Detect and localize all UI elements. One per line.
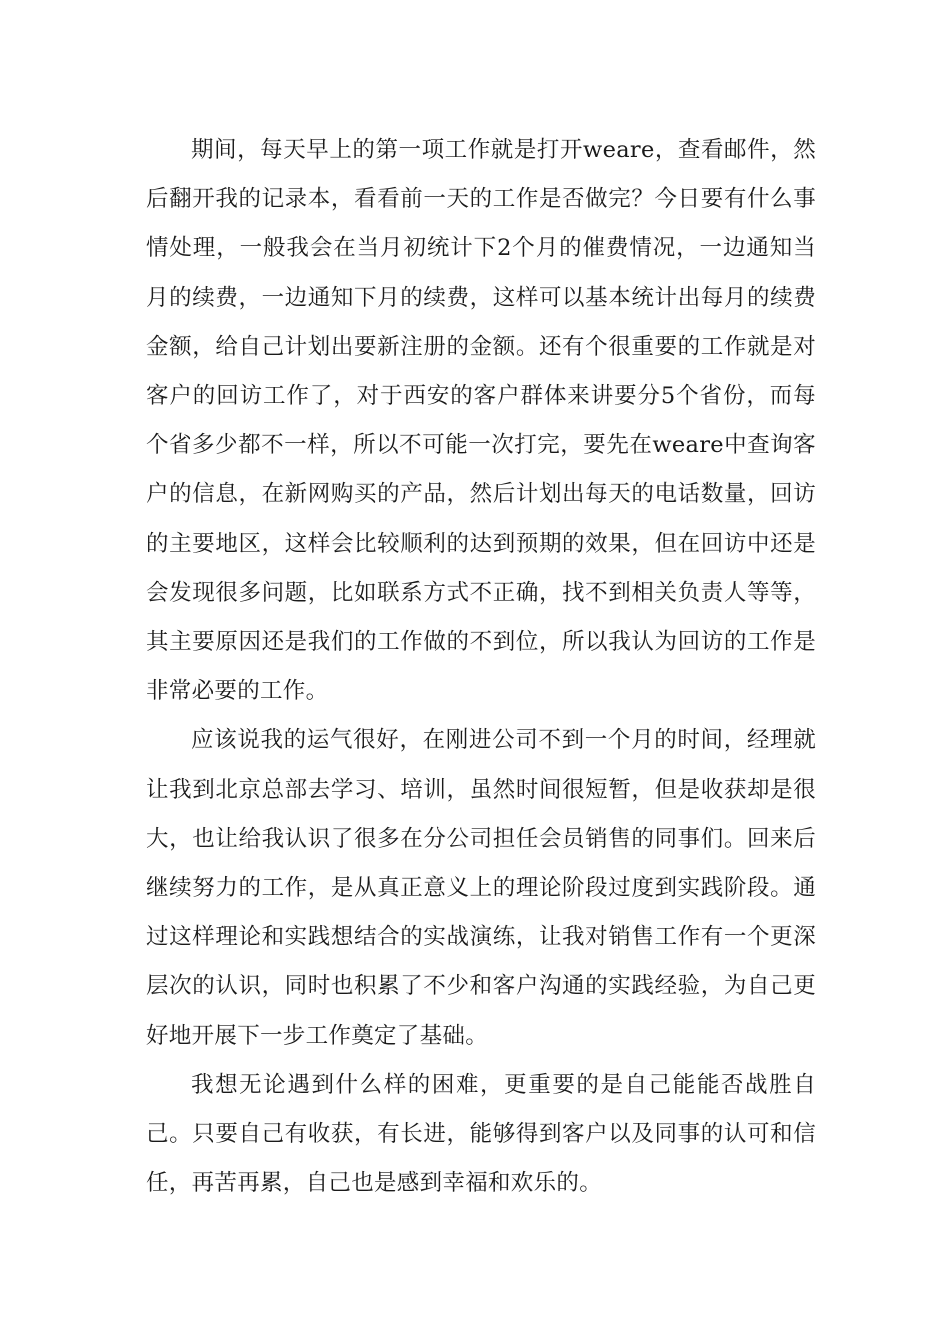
document-body [146,126,816,1208]
paragraph-2: 应该说我的运气很好，在刚进公司不到一个月的时间，经理就让我到北京总部去学习、培训，虽然时间很短暂，但是收获却是很大，也让给我认识了很多在分公司担任会员销售的同事们。回来后继续努力的工作，是从真正意义上的理论阶段过度到实践阶段。通过这样理论和实践想结合的实战演练，让我对销售工作有一个更深层次的认识，同时也积累了不少和客户沟通的实践经验，为自己更好地开展下一步工作奠定了基础。 [146,727,816,1049]
paragraph-1: 期间，每天早上的第一项工作就是打开weare，查看邮件，然后翻开我的记录本，看看前一天的工作是否做完？今日要有什么事情处理，一般我会在当月初统计下2个月的催费情况，一边通知当月的续费，一边通知下月的续费，这样可以基本统计出每月的续费金额，给自己计划出要新注册的金额。还有个很重要的工作就是对客户的回访工作了，对于西安的客户群体来讲要分5个省份，而每个省多少都不一样，所以不可能一次打完，要先在weare中查询客户的信息，在新网购买的产品，然后计划出每天的电话数量，回访的主要地区，这样会比较顺利的达到预期的效果，但在回访中还是会发现很多问题，比如联系方式不正确，找不到相关负责人等等，其主要原因还是我们的工作做的不到位，所以我认为回访的工作是非常必要的工作。 [146,137,816,705]
paragraph-3: 我想无论遇到什么样的困难，更重要的是自己能能否战胜自己。只要自己有收获，有长进，能够得到客户以及同事的认可和信任，再苦再累，自己也是感到幸福和欢乐的。 [146,1071,816,1197]
